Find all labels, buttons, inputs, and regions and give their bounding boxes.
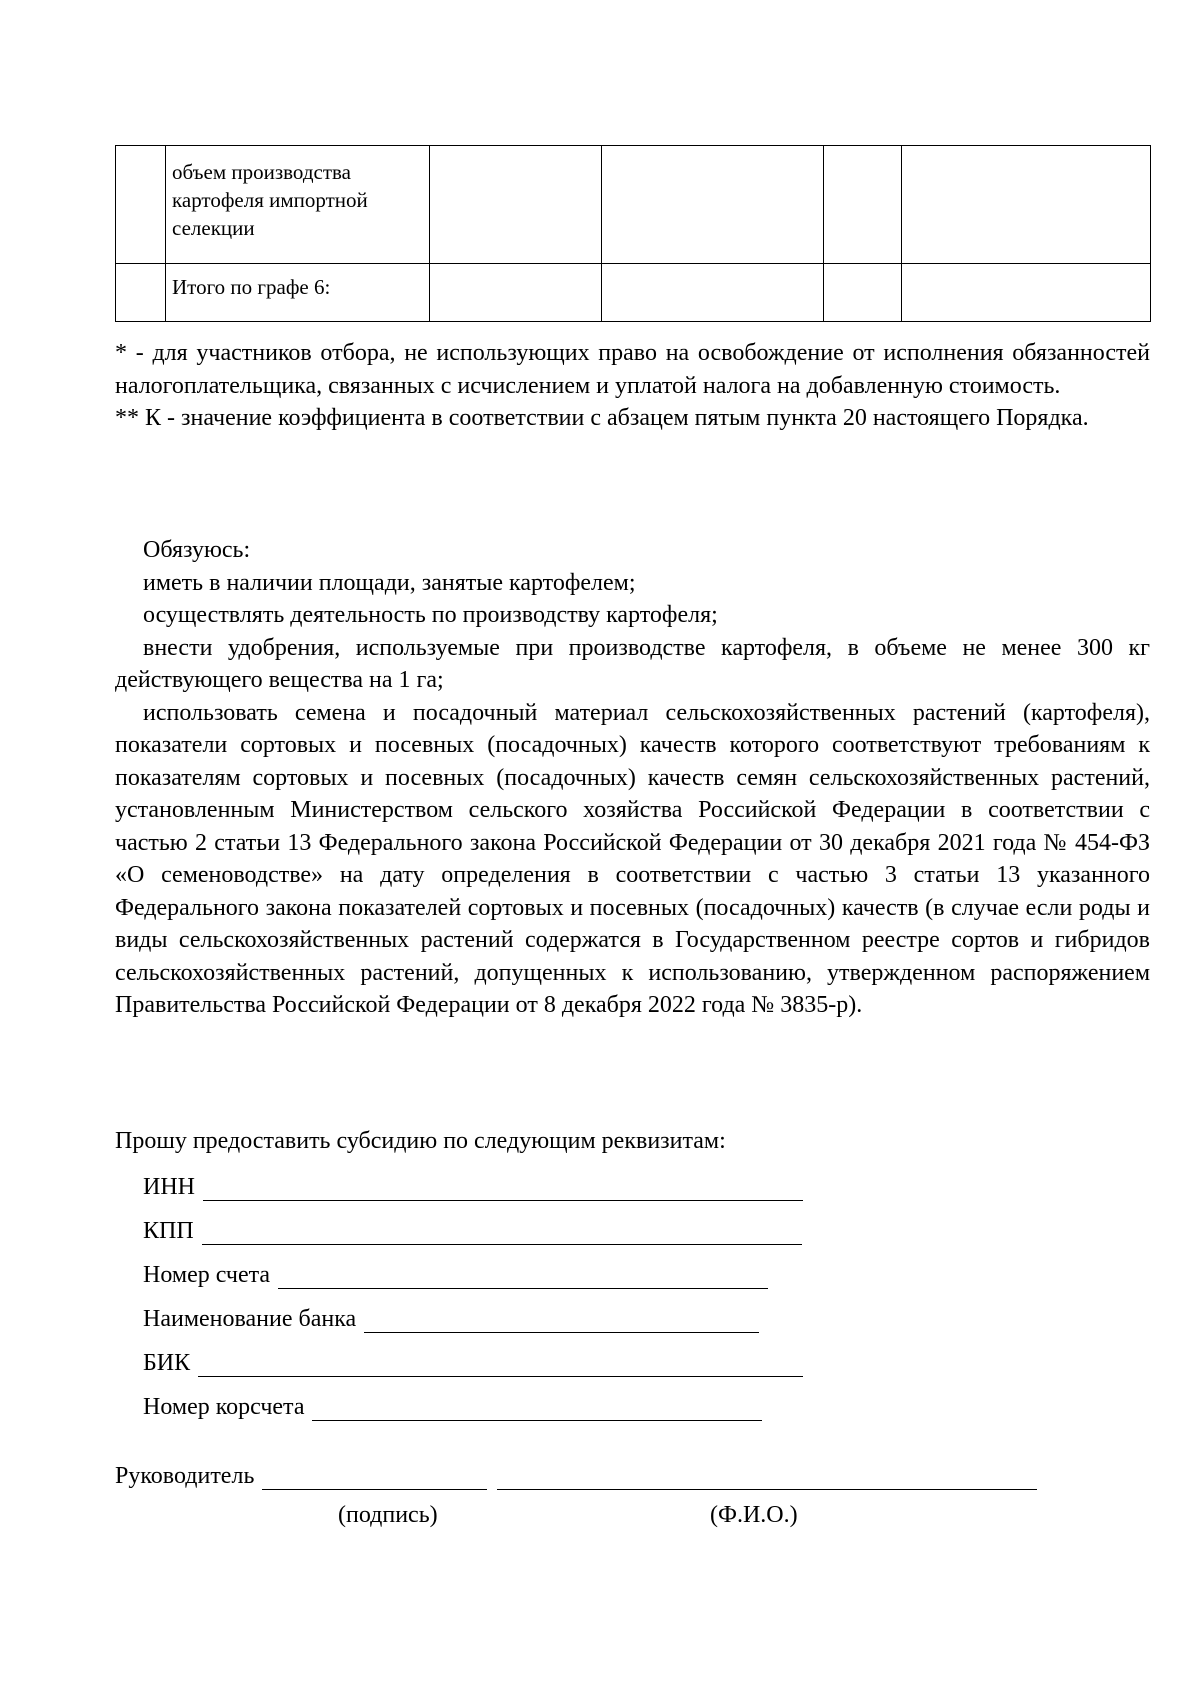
obligation-item: иметь в наличии площади, занятые картофелем;	[143, 569, 636, 596]
requisite-label: КПП	[143, 1218, 194, 1244]
corr-account-field[interactable]	[312, 1394, 762, 1421]
signature-field[interactable]	[262, 1463, 487, 1490]
obligations-heading: Обязуюсь:	[143, 537, 251, 563]
table-cell-label: Итого по графе 6:	[166, 264, 430, 322]
signature-row	[115, 1450, 1150, 1490]
requisites-section	[115, 1125, 1150, 1421]
table-cell	[430, 146, 602, 264]
table-cell	[824, 264, 902, 322]
table-cell	[902, 264, 1151, 322]
requisite-label: Наименование банка	[143, 1306, 357, 1332]
requisite-bank	[143, 1289, 1150, 1333]
table-row	[116, 146, 1151, 264]
table-cell	[902, 146, 1151, 264]
table-cell	[116, 146, 166, 264]
bik-field[interactable]	[198, 1350, 803, 1377]
requisite-bik	[143, 1333, 1150, 1377]
footnotes	[115, 337, 1150, 435]
signature-section	[115, 1450, 1150, 1528]
requisites-title: Прошу предоставить субсидию по следующим реквизитам:	[115, 1128, 726, 1154]
table-cell	[602, 146, 824, 264]
footnote-vat: * - для участников отбора, не использующих право на освобождение от исполнения обязанностей налогоплательщика, связанных с исчислением и уплатой налога на добавленную стоимость.	[115, 340, 1150, 399]
obligation-item: внести удобрения, используемые при производстве картофеля, в объеме не менее 300 кг действующего вещества на 1 га;	[115, 634, 1150, 693]
requisite-account	[143, 1245, 1150, 1289]
table-row	[116, 264, 1151, 322]
table-cell	[824, 146, 902, 264]
table-cell	[116, 264, 166, 322]
obligation-item: осуществлять деятельность по производству картофеля;	[143, 602, 718, 628]
table-cell	[602, 264, 824, 322]
signature-label: Руководитель	[115, 1463, 255, 1489]
full-name-field[interactable]	[497, 1463, 1037, 1490]
inn-field[interactable]	[203, 1174, 803, 1201]
obligation-item: использовать семена и посадочный материал сельскохозяйственных растений (картофеля), показатели сортовых и посевных (посадочных) качеств которого соответствуют требованиям к показателям сортовых и посевных (посадочных) качеств семян сельскохозяйственных растений, установленным Министерством сельского хозяйства Российской Федерации в соответствии с частью 2 статьи 13 Федерального закона Российской Федерации от 30 декабря 2021 года № 454-ФЗ «О семеноводстве» на дату определения в соответствии с частью 3 статьи 13 указанного Федерального закона показателей сортовых и посевных (посадочных) качеств (в случае если роды и виды сельскохозяйственных растений содержатся в Государственном реестре сортов и гибридов сельскохозяйственных растений, допущенных к использованию, утвержденном распоряжением Правительства Российской Федерации от 8 декабря 2022 года № 3835-р).	[115, 699, 1150, 1018]
bank-field[interactable]	[364, 1306, 759, 1333]
subsidy-table	[115, 145, 1151, 322]
requisite-kpp	[143, 1201, 1150, 1245]
requisite-inn	[143, 1157, 1150, 1201]
full-name-caption: (Ф.И.О.)	[710, 1502, 798, 1528]
requisite-label: Номер счета	[143, 1262, 271, 1288]
requisite-label: ИНН	[143, 1174, 195, 1200]
table-cell-label: объем производства картофеля импортной селекции	[166, 146, 430, 264]
requisite-corr	[143, 1377, 1150, 1421]
obligations-section	[115, 534, 1150, 1022]
table-cell	[430, 264, 602, 322]
account-field[interactable]	[278, 1262, 768, 1289]
footnote-coefficient: ** К - значение коэффициента в соответствии с абзацем пятым пункта 20 настоящего Порядка.	[115, 405, 1089, 431]
signature-caption: (подпись)	[338, 1502, 438, 1528]
requisite-label: БИК	[143, 1350, 191, 1376]
requisite-label: Номер корсчета	[143, 1394, 305, 1420]
kpp-field[interactable]	[202, 1218, 802, 1245]
